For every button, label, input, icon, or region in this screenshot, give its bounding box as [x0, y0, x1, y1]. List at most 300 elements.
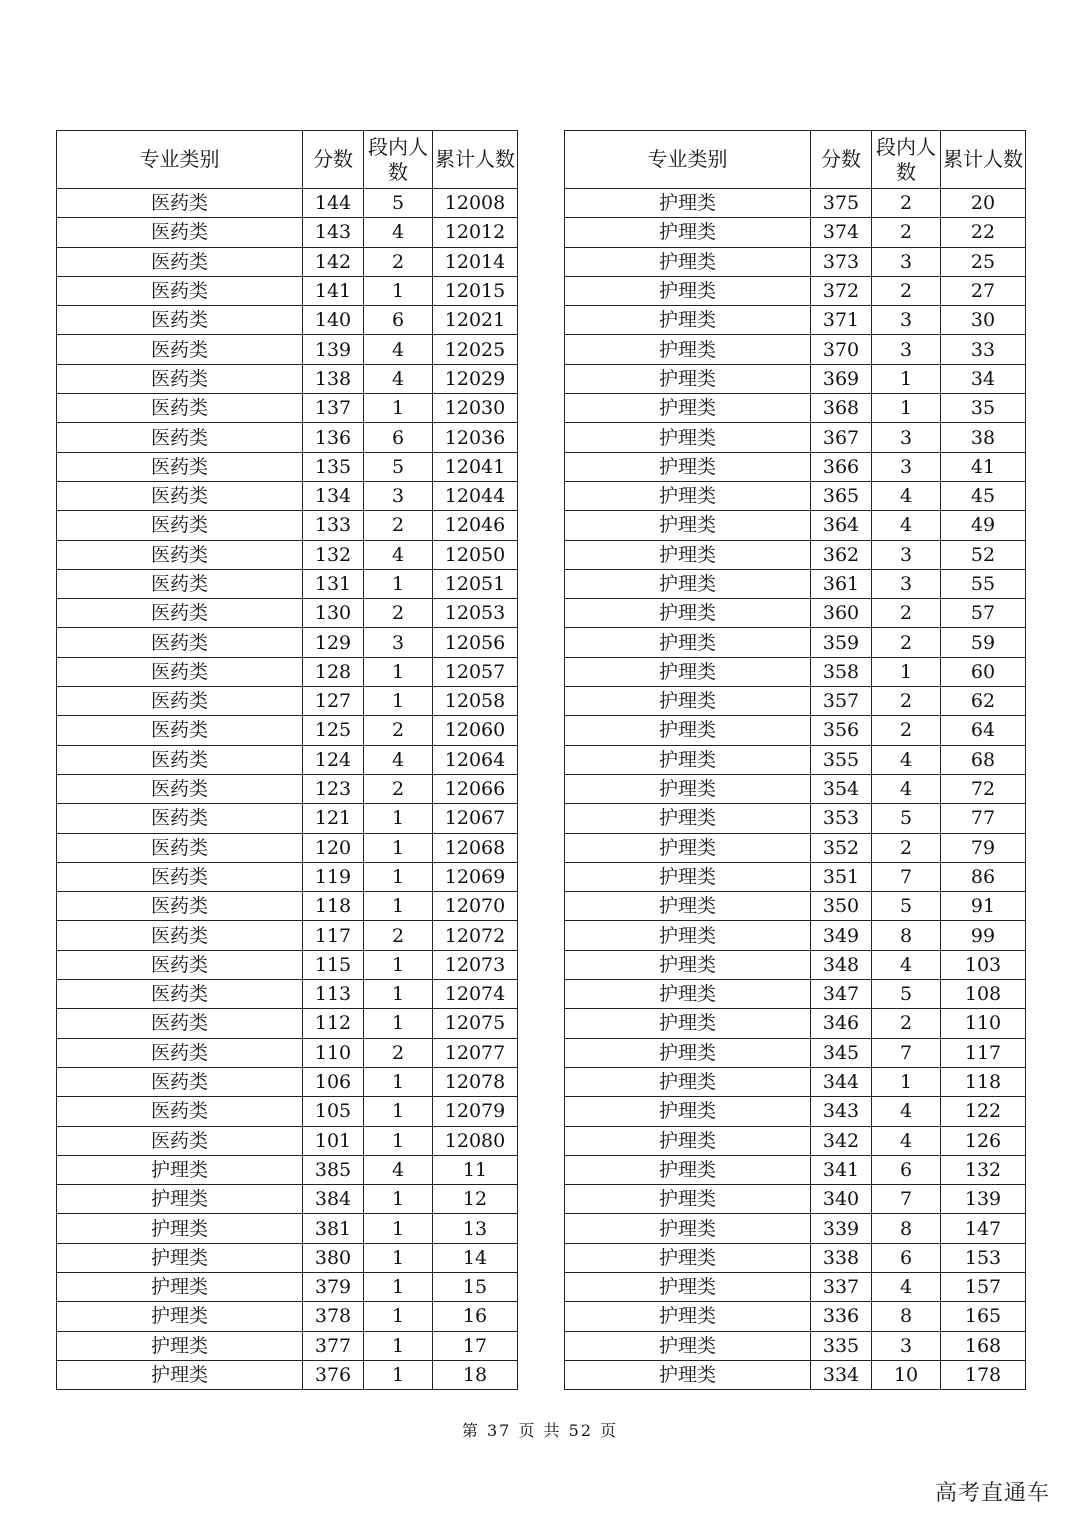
cell-segment-count: 4: [364, 218, 433, 247]
cell-score: 356: [811, 716, 872, 745]
header-category: 专业类别: [57, 131, 303, 189]
score-table-left: [56, 130, 518, 1390]
table-row: [57, 687, 518, 716]
cell-score: 354: [811, 774, 872, 803]
cell-segment-count: 3: [872, 452, 941, 481]
cell-score: 348: [811, 950, 872, 979]
cell-score: 375: [811, 189, 872, 218]
cell-segment-count: 2: [364, 1038, 433, 1067]
cell-score: 381: [303, 1214, 364, 1243]
cell-category: 护理类: [565, 687, 811, 716]
cell-cumulative-count: 118: [941, 1067, 1026, 1096]
header-segment-count: 段内人数: [872, 131, 941, 189]
cell-cumulative-count: 12025: [433, 335, 518, 364]
footer-total-pages: 52: [568, 1421, 593, 1440]
cell-score: 366: [811, 452, 872, 481]
cell-cumulative-count: 99: [941, 921, 1026, 950]
cell-segment-count: 4: [364, 745, 433, 774]
table-header-row: [565, 131, 1026, 189]
cell-segment-count: 3: [872, 1331, 941, 1360]
cell-segment-count: 4: [872, 511, 941, 540]
footer-page-number: 37: [487, 1421, 512, 1440]
cell-category: 护理类: [57, 1302, 303, 1331]
cell-cumulative-count: 12015: [433, 276, 518, 305]
table-row: [565, 892, 1026, 921]
cell-segment-count: 1: [364, 276, 433, 305]
cell-segment-count: 4: [872, 950, 941, 979]
cell-category: 护理类: [565, 804, 811, 833]
cell-segment-count: 1: [872, 394, 941, 423]
table-row: [57, 980, 518, 1009]
cell-cumulative-count: 86: [941, 862, 1026, 891]
cell-score: 364: [811, 511, 872, 540]
cell-category: 护理类: [57, 1360, 303, 1389]
cell-score: 143: [303, 218, 364, 247]
table-row: [57, 1126, 518, 1155]
cell-score: 140: [303, 306, 364, 335]
cell-score: 106: [303, 1067, 364, 1096]
cell-segment-count: 4: [872, 1097, 941, 1126]
cell-category: 护理类: [565, 1009, 811, 1038]
header-cumulative-count: 累计人数: [941, 131, 1026, 189]
cell-category: 医药类: [57, 569, 303, 598]
cell-segment-count: 2: [364, 247, 433, 276]
cell-cumulative-count: 33: [941, 335, 1026, 364]
cell-segment-count: 5: [872, 980, 941, 1009]
cell-cumulative-count: 147: [941, 1214, 1026, 1243]
table-row: [565, 1214, 1026, 1243]
cell-segment-count: 6: [364, 423, 433, 452]
cell-category: 护理类: [565, 1067, 811, 1096]
cell-cumulative-count: 12056: [433, 628, 518, 657]
table-row: [57, 511, 518, 540]
cell-segment-count: 2: [872, 276, 941, 305]
table-row: [57, 1360, 518, 1389]
cell-segment-count: 7: [872, 1185, 941, 1214]
table-row: [565, 306, 1026, 335]
cell-cumulative-count: 12058: [433, 687, 518, 716]
cell-score: 133: [303, 511, 364, 540]
cell-segment-count: 4: [872, 1126, 941, 1155]
cell-cumulative-count: 157: [941, 1272, 1026, 1301]
cell-cumulative-count: 30: [941, 306, 1026, 335]
cell-segment-count: 5: [364, 452, 433, 481]
cell-score: 127: [303, 687, 364, 716]
cell-category: 护理类: [565, 276, 811, 305]
cell-category: 护理类: [565, 335, 811, 364]
table-row: [57, 628, 518, 657]
cell-score: 125: [303, 716, 364, 745]
cell-cumulative-count: 91: [941, 892, 1026, 921]
cell-score: 118: [303, 892, 364, 921]
cell-score: 357: [811, 687, 872, 716]
cell-score: 359: [811, 628, 872, 657]
cell-cumulative-count: 55: [941, 569, 1026, 598]
cell-segment-count: 1: [364, 1302, 433, 1331]
cell-score: 350: [811, 892, 872, 921]
cell-segment-count: 2: [872, 687, 941, 716]
cell-score: 135: [303, 452, 364, 481]
cell-segment-count: 1: [364, 1067, 433, 1096]
cell-category: 医药类: [57, 511, 303, 540]
cell-cumulative-count: 18: [433, 1360, 518, 1389]
cell-cumulative-count: 168: [941, 1331, 1026, 1360]
table-row: [57, 657, 518, 686]
header-score: 分数: [811, 131, 872, 189]
cell-cumulative-count: 12080: [433, 1126, 518, 1155]
cell-score: 358: [811, 657, 872, 686]
cell-score: 370: [811, 335, 872, 364]
cell-cumulative-count: 12075: [433, 1009, 518, 1038]
table-row: [57, 335, 518, 364]
cell-score: 336: [811, 1302, 872, 1331]
cell-category: 护理类: [565, 1185, 811, 1214]
cell-category: 医药类: [57, 921, 303, 950]
cell-segment-count: 2: [364, 599, 433, 628]
cell-segment-count: 2: [872, 189, 941, 218]
cell-category: 医药类: [57, 892, 303, 921]
cell-segment-count: 2: [364, 921, 433, 950]
cell-category: 护理类: [57, 1214, 303, 1243]
cell-segment-count: 5: [872, 892, 941, 921]
table-row: [565, 921, 1026, 950]
table-row: [565, 218, 1026, 247]
cell-category: 医药类: [57, 189, 303, 218]
table-row: [565, 1009, 1026, 1038]
cell-cumulative-count: 12068: [433, 833, 518, 862]
table-row: [565, 1360, 1026, 1389]
cell-segment-count: 2: [872, 628, 941, 657]
cell-category: 护理类: [565, 1214, 811, 1243]
table-row: [57, 540, 518, 569]
cell-cumulative-count: 27: [941, 276, 1026, 305]
cell-cumulative-count: 64: [941, 716, 1026, 745]
cell-cumulative-count: 139: [941, 1185, 1026, 1214]
cell-segment-count: 4: [872, 774, 941, 803]
cell-score: 380: [303, 1243, 364, 1272]
cell-cumulative-count: 60: [941, 657, 1026, 686]
cell-category: 医药类: [57, 628, 303, 657]
cell-cumulative-count: 12077: [433, 1038, 518, 1067]
cell-score: 115: [303, 950, 364, 979]
table-row: [565, 540, 1026, 569]
table-row: [57, 1243, 518, 1272]
cell-segment-count: 4: [872, 481, 941, 510]
header-cumulative-count: 累计人数: [433, 131, 518, 189]
cell-segment-count: 1: [364, 950, 433, 979]
table-row: [565, 862, 1026, 891]
cell-cumulative-count: 77: [941, 804, 1026, 833]
cell-segment-count: 1: [364, 1185, 433, 1214]
table-row: [57, 218, 518, 247]
cell-category: 护理类: [565, 1302, 811, 1331]
cell-segment-count: 8: [872, 1214, 941, 1243]
cell-score: 341: [811, 1155, 872, 1184]
cell-segment-count: 4: [364, 335, 433, 364]
table-row: [565, 1097, 1026, 1126]
cell-score: 117: [303, 921, 364, 950]
cell-score: 360: [811, 599, 872, 628]
header-score: 分数: [303, 131, 364, 189]
cell-category: 医药类: [57, 716, 303, 745]
cell-category: 护理类: [57, 1331, 303, 1360]
cell-score: 128: [303, 657, 364, 686]
cell-segment-count: 1: [364, 1243, 433, 1272]
cell-segment-count: 1: [364, 1331, 433, 1360]
cell-category: 医药类: [57, 950, 303, 979]
cell-segment-count: 2: [872, 1009, 941, 1038]
cell-cumulative-count: 12014: [433, 247, 518, 276]
cell-category: 医药类: [57, 804, 303, 833]
cell-cumulative-count: 17: [433, 1331, 518, 1360]
cell-segment-count: 1: [364, 1360, 433, 1389]
cell-cumulative-count: 13: [433, 1214, 518, 1243]
cell-segment-count: 1: [364, 1097, 433, 1126]
cell-cumulative-count: 132: [941, 1155, 1026, 1184]
table-row: [57, 950, 518, 979]
table-row: [565, 657, 1026, 686]
cell-category: 护理类: [565, 481, 811, 510]
cell-segment-count: 1: [872, 1067, 941, 1096]
cell-category: 护理类: [565, 980, 811, 1009]
table-row: [565, 1302, 1026, 1331]
cell-category: 护理类: [565, 218, 811, 247]
cell-category: 护理类: [565, 1360, 811, 1389]
table-row: [565, 511, 1026, 540]
cell-segment-count: 2: [872, 716, 941, 745]
table-row: [565, 569, 1026, 598]
cell-score: 343: [811, 1097, 872, 1126]
table-row: [57, 1331, 518, 1360]
table-row: [57, 1097, 518, 1126]
cell-category: 医药类: [57, 481, 303, 510]
cell-cumulative-count: 12012: [433, 218, 518, 247]
table-row: [57, 1214, 518, 1243]
cell-score: 347: [811, 980, 872, 1009]
cell-score: 131: [303, 569, 364, 598]
cell-score: 384: [303, 1185, 364, 1214]
cell-category: 医药类: [57, 599, 303, 628]
cell-score: 124: [303, 745, 364, 774]
table-row: [565, 394, 1026, 423]
cell-segment-count: 1: [364, 1272, 433, 1301]
cell-score: 362: [811, 540, 872, 569]
table-row: [565, 745, 1026, 774]
cell-category: 医药类: [57, 276, 303, 305]
cell-score: 352: [811, 833, 872, 862]
cell-score: 112: [303, 1009, 364, 1038]
cell-score: 110: [303, 1038, 364, 1067]
cell-category: 护理类: [565, 921, 811, 950]
cell-segment-count: 3: [872, 540, 941, 569]
cell-cumulative-count: 12008: [433, 189, 518, 218]
table-row: [57, 1155, 518, 1184]
cell-category: 护理类: [565, 716, 811, 745]
table-row: [57, 1009, 518, 1038]
cell-score: 355: [811, 745, 872, 774]
cell-score: 361: [811, 569, 872, 598]
cell-cumulative-count: 178: [941, 1360, 1026, 1389]
cell-category: 医药类: [57, 452, 303, 481]
table-row: [565, 423, 1026, 452]
table-row: [57, 716, 518, 745]
cell-category: 护理类: [565, 599, 811, 628]
cell-cumulative-count: 49: [941, 511, 1026, 540]
cell-score: 119: [303, 862, 364, 891]
cell-category: 医药类: [57, 335, 303, 364]
cell-category: 护理类: [565, 1097, 811, 1126]
table-row: [57, 745, 518, 774]
cell-cumulative-count: 38: [941, 423, 1026, 452]
cell-category: 护理类: [565, 394, 811, 423]
cell-cumulative-count: 57: [941, 599, 1026, 628]
cell-category: 护理类: [565, 1272, 811, 1301]
table-row: [565, 481, 1026, 510]
cell-score: 369: [811, 364, 872, 393]
footer-prefix: 第: [461, 1421, 480, 1440]
cell-cumulative-count: 110: [941, 1009, 1026, 1038]
cell-score: 113: [303, 980, 364, 1009]
cell-cumulative-count: 12074: [433, 980, 518, 1009]
cell-cumulative-count: 12: [433, 1185, 518, 1214]
table-row: [565, 1272, 1026, 1301]
cell-score: 345: [811, 1038, 872, 1067]
cell-category: 护理类: [565, 569, 811, 598]
cell-category: 医药类: [57, 1038, 303, 1067]
cell-cumulative-count: 12021: [433, 306, 518, 335]
cell-cumulative-count: 12067: [433, 804, 518, 833]
cell-category: 医药类: [57, 1126, 303, 1155]
cell-category: 护理类: [565, 540, 811, 569]
cell-cumulative-count: 12050: [433, 540, 518, 569]
cell-cumulative-count: 12066: [433, 774, 518, 803]
cell-cumulative-count: 11: [433, 1155, 518, 1184]
cell-category: 护理类: [565, 1243, 811, 1272]
table-row: [57, 306, 518, 335]
cell-cumulative-count: 59: [941, 628, 1026, 657]
cell-category: 护理类: [565, 189, 811, 218]
cell-cumulative-count: 79: [941, 833, 1026, 862]
cell-segment-count: 3: [872, 306, 941, 335]
cell-segment-count: 1: [364, 1126, 433, 1155]
cell-score: 123: [303, 774, 364, 803]
table-row: [57, 892, 518, 921]
cell-segment-count: 7: [872, 862, 941, 891]
table-row: [565, 276, 1026, 305]
cell-category: 医药类: [57, 218, 303, 247]
cell-score: 371: [811, 306, 872, 335]
table-row: [565, 189, 1026, 218]
cell-category: 医药类: [57, 657, 303, 686]
cell-category: 医药类: [57, 862, 303, 891]
cell-category: 医药类: [57, 1097, 303, 1126]
table-row: [57, 1185, 518, 1214]
cell-cumulative-count: 12069: [433, 862, 518, 891]
cell-category: 医药类: [57, 774, 303, 803]
table-row: [565, 1126, 1026, 1155]
cell-segment-count: 2: [364, 774, 433, 803]
cell-cumulative-count: 14: [433, 1243, 518, 1272]
table-row: [57, 276, 518, 305]
cell-category: 医药类: [57, 745, 303, 774]
cell-score: 334: [811, 1360, 872, 1389]
cell-segment-count: 4: [364, 1155, 433, 1184]
table-row: [57, 394, 518, 423]
score-table-right: [564, 130, 1026, 1390]
cell-category: 医药类: [57, 423, 303, 452]
page-footer: [0, 1418, 1080, 1441]
cell-cumulative-count: 15: [433, 1272, 518, 1301]
cell-category: 护理类: [565, 833, 811, 862]
cell-cumulative-count: 12036: [433, 423, 518, 452]
cell-category: 护理类: [57, 1155, 303, 1184]
footer-suffix: 页: [600, 1421, 619, 1440]
cell-cumulative-count: 72: [941, 774, 1026, 803]
cell-score: 385: [303, 1155, 364, 1184]
cell-cumulative-count: 25: [941, 247, 1026, 276]
table-row: [565, 452, 1026, 481]
cell-score: 374: [811, 218, 872, 247]
cell-score: 340: [811, 1185, 872, 1214]
cell-segment-count: 8: [872, 921, 941, 950]
cell-segment-count: 1: [872, 657, 941, 686]
cell-category: 医药类: [57, 247, 303, 276]
cell-segment-count: 4: [872, 745, 941, 774]
cell-cumulative-count: 34: [941, 364, 1026, 393]
table-row: [565, 1067, 1026, 1096]
cell-segment-count: 6: [872, 1243, 941, 1272]
table-row: [57, 247, 518, 276]
table-row: [57, 599, 518, 628]
cell-cumulative-count: 12029: [433, 364, 518, 393]
cell-score: 377: [303, 1331, 364, 1360]
cell-segment-count: 4: [364, 540, 433, 569]
cell-segment-count: 2: [872, 833, 941, 862]
cell-segment-count: 1: [364, 1214, 433, 1243]
cell-score: 368: [811, 394, 872, 423]
cell-score: 137: [303, 394, 364, 423]
table-row: [57, 364, 518, 393]
cell-segment-count: 3: [872, 247, 941, 276]
cell-cumulative-count: 12030: [433, 394, 518, 423]
cell-cumulative-count: 12070: [433, 892, 518, 921]
cell-segment-count: 6: [872, 1155, 941, 1184]
cell-segment-count: 8: [872, 1302, 941, 1331]
cell-category: 医药类: [57, 540, 303, 569]
cell-segment-count: 1: [364, 687, 433, 716]
cell-category: 护理类: [565, 628, 811, 657]
table-row: [565, 364, 1026, 393]
cell-segment-count: 4: [364, 364, 433, 393]
cell-cumulative-count: 45: [941, 481, 1026, 510]
table-row: [57, 189, 518, 218]
cell-cumulative-count: 12073: [433, 950, 518, 979]
cell-score: 344: [811, 1067, 872, 1096]
cell-cumulative-count: 12057: [433, 657, 518, 686]
cell-cumulative-count: 12060: [433, 716, 518, 745]
cell-cumulative-count: 153: [941, 1243, 1026, 1272]
cell-score: 144: [303, 189, 364, 218]
cell-category: 护理类: [565, 657, 811, 686]
cell-cumulative-count: 35: [941, 394, 1026, 423]
cell-category: 护理类: [565, 1331, 811, 1360]
table-row: [57, 481, 518, 510]
table-row: [57, 452, 518, 481]
cell-category: 护理类: [565, 1038, 811, 1067]
cell-segment-count: 1: [364, 657, 433, 686]
cell-cumulative-count: 22: [941, 218, 1026, 247]
cell-category: 医药类: [57, 1009, 303, 1038]
